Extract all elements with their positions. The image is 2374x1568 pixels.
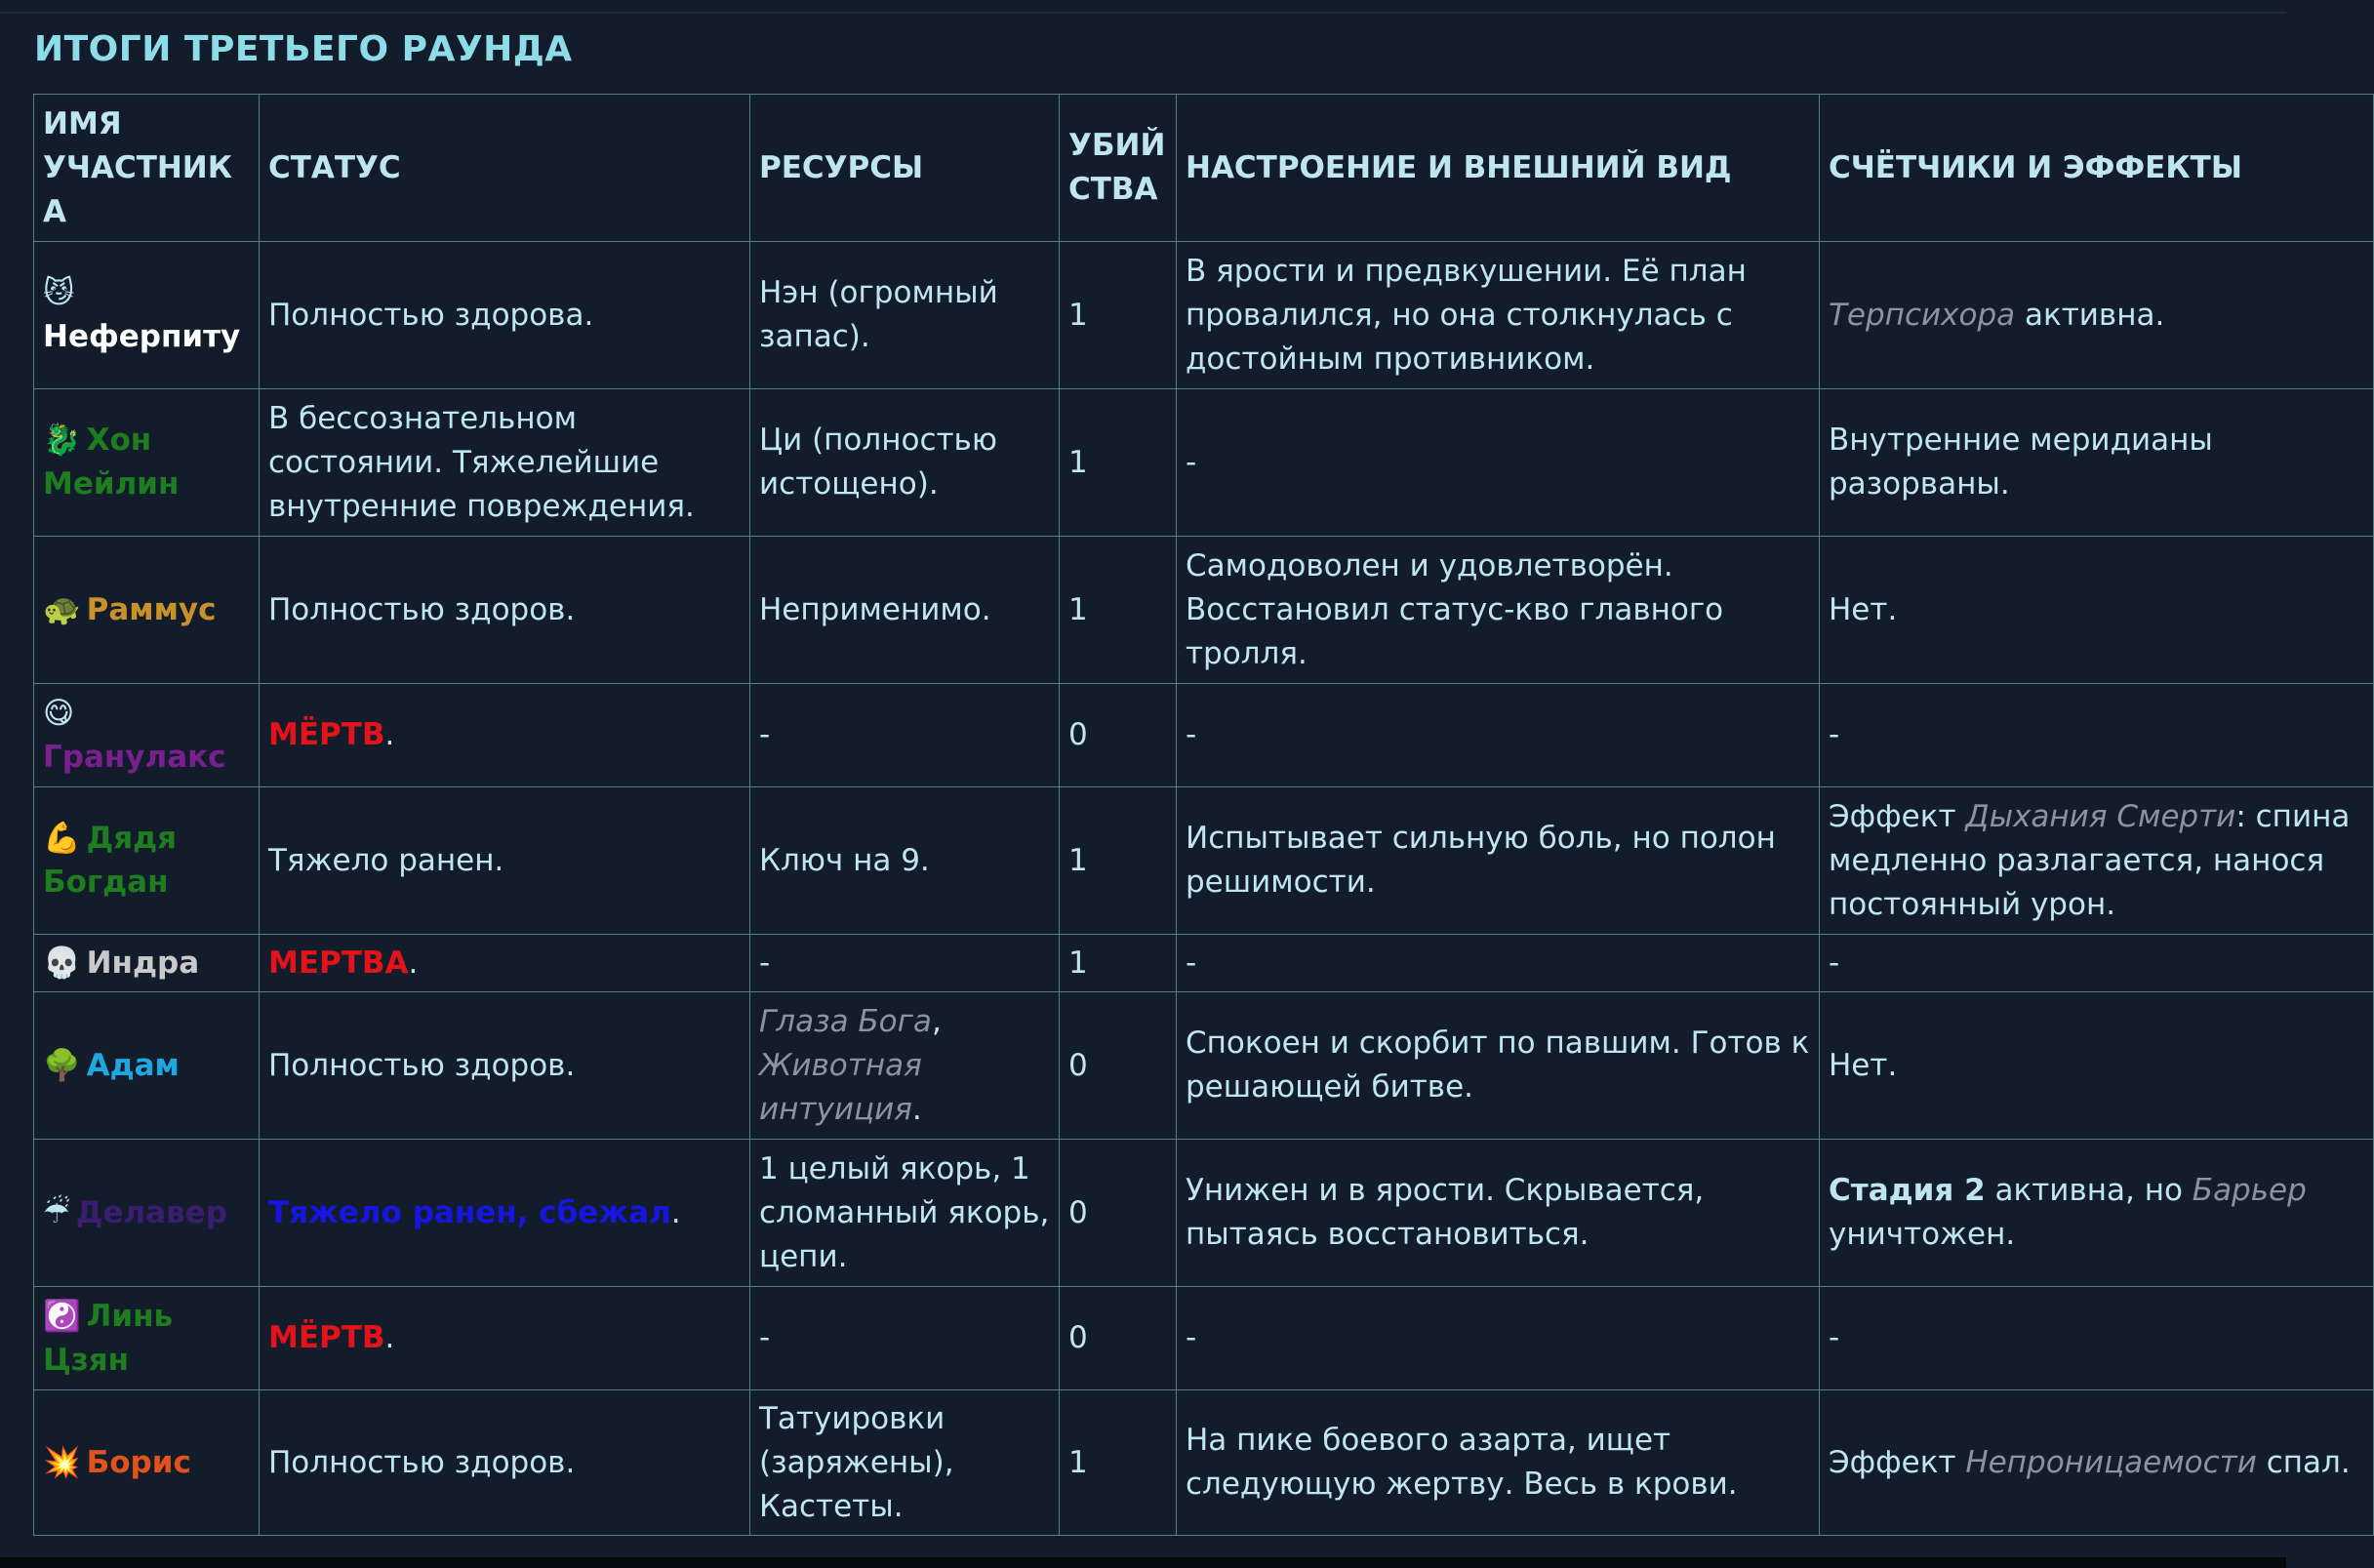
effect-text: Эффект [1829, 1444, 1966, 1480]
resources-cell: Нэн (огромный запас). [750, 242, 1060, 389]
column-header-resources: РЕСУРСЫ [750, 95, 1060, 242]
round-results-table [33, 94, 2374, 1536]
participant-name: Дядя Богдан [43, 821, 178, 900]
dead-status: МЁРТВ [268, 717, 385, 752]
resources-cell: - [750, 1287, 1060, 1390]
effects-cell [1820, 787, 2374, 935]
participant-cell [34, 992, 260, 1140]
effects-cell: - [1820, 1287, 2374, 1390]
participant-name: Делавер [75, 1194, 227, 1230]
status-punctuation: . [670, 1194, 681, 1230]
skull-icon: 💀 [43, 945, 81, 981]
kills-cell: 1 [1060, 389, 1177, 537]
status-cell [260, 1287, 750, 1390]
kills-cell: 1 [1060, 242, 1177, 389]
table-row [34, 242, 2374, 389]
effects-cell: Внутренние меридианы разорваны. [1820, 389, 2374, 537]
participant-name: Гранулакс [43, 739, 226, 775]
table-row [34, 787, 2374, 935]
umbrella-icon: ☔ [43, 1194, 70, 1230]
participant-cell [34, 1287, 260, 1390]
effects-cell: Нет. [1820, 537, 2374, 684]
bottom-edge [0, 1557, 2286, 1568]
effect-text: Эффект [1829, 798, 1966, 834]
mood-cell: - [1177, 935, 1820, 992]
effects-cell [1820, 242, 2374, 389]
status-cell [260, 935, 750, 992]
resources-cell: Ци (полностью истощено). [750, 389, 1060, 537]
effect-stage: Стадия 2 [1829, 1173, 1986, 1208]
mood-cell: Спокоен и скорбит по павшим. Готов к решающей битве. [1177, 992, 1820, 1140]
kills-cell: 0 [1060, 684, 1177, 787]
dragon-icon: 🐉 [43, 422, 81, 458]
header-row [34, 95, 2374, 242]
participant-cell [34, 1390, 260, 1536]
effect-term: Непроницаемости [1965, 1444, 2257, 1480]
muscle-icon: 💪 [43, 821, 81, 856]
resource-punctuation: . [911, 1091, 922, 1127]
status-cell [260, 1140, 750, 1287]
status-cell: Полностью здоров. [260, 1390, 750, 1536]
dead-status: МЕРТВА [268, 945, 409, 981]
effects-cell: - [1820, 684, 2374, 787]
table-row [34, 537, 2374, 684]
participant-name: Индра [86, 945, 200, 981]
resource-term: Животная интуиция [759, 1047, 922, 1127]
turtle-icon: 🐢 [43, 591, 81, 627]
status-cell: В бессознательном состоянии. Тяжелейшие внутренние повреждения. [260, 389, 750, 537]
mood-cell: - [1177, 684, 1820, 787]
resources-cell: Неприменимо. [750, 537, 1060, 684]
table-row [34, 389, 2374, 537]
column-header-kills: УБИЙСТВА [1060, 95, 1177, 242]
yum-face-icon: 😋 [43, 695, 75, 731]
resources-cell: Татуировки (заряжены), Кастеты. [750, 1390, 1060, 1536]
participant-name: Неферпиту [43, 319, 241, 354]
participant-name: Адам [86, 1047, 180, 1083]
resource-term: Глаза Бога [759, 1003, 932, 1039]
top-divider [0, 12, 2286, 14]
mood-cell: Испытывает сильную боль, но полон решимости. [1177, 787, 1820, 935]
participant-name: Борис [86, 1444, 191, 1480]
cat-icon: 😼 [43, 275, 75, 310]
status-punctuation: . [384, 1320, 395, 1355]
table-row [34, 1140, 2374, 1287]
status-punctuation: . [408, 945, 419, 981]
dead-status: МЁРТВ [268, 1320, 385, 1355]
effects-cell [1820, 1140, 2374, 1287]
kills-cell: 0 [1060, 1287, 1177, 1390]
yin-yang-icon: ☯️ [43, 1298, 81, 1334]
status-cell: Тяжело ранен. [260, 787, 750, 935]
effect-term: Дыхания Смерти [1965, 798, 2236, 834]
page-title: ИТОГИ ТРЕТЬЕГО РАУНДА [34, 29, 573, 69]
fled-status: Тяжело ранен, сбежал [268, 1194, 671, 1230]
participant-cell [34, 389, 260, 537]
participant-cell [34, 1140, 260, 1287]
column-header-effects: СЧЁТЧИКИ И ЭФФЕКТЫ [1820, 95, 2374, 242]
status-cell: Полностью здоров. [260, 537, 750, 684]
participant-name: Раммус [86, 591, 217, 627]
effect-text: уничтожен. [1829, 1217, 2016, 1252]
resources-cell: - [750, 935, 1060, 992]
table-row [34, 935, 2374, 992]
resources-cell: Ключ на 9. [750, 787, 1060, 935]
table-row [34, 684, 2374, 787]
status-cell [260, 684, 750, 787]
collision-icon: 💥 [43, 1444, 81, 1480]
kills-cell: 0 [1060, 992, 1177, 1140]
mood-cell: Самодоволен и удовлетворён. Восстановил статус-кво главного тролля. [1177, 537, 1820, 684]
mood-cell: - [1177, 389, 1820, 537]
kills-cell: 1 [1060, 787, 1177, 935]
effect-text: : спина медленно разлагается, нанося постоянный урон. [1829, 798, 2351, 922]
effects-cell: Нет. [1820, 992, 2374, 1140]
resources-cell [750, 992, 1060, 1140]
effect-text: спал. [2256, 1444, 2351, 1480]
resources-cell: 1 целый якорь, 1 сломанный якорь, цепи. [750, 1140, 1060, 1287]
participant-name: Линь Цзян [43, 1298, 174, 1378]
participant-cell [34, 787, 260, 935]
effects-cell: - [1820, 935, 2374, 992]
kills-cell: 0 [1060, 1140, 1177, 1287]
tree-icon: 🌳 [43, 1047, 81, 1083]
mood-cell: Унижен и в ярости. Скрывается, пытаясь восстановиться. [1177, 1140, 1820, 1287]
column-header-status: СТАТУС [260, 95, 750, 242]
table-row [34, 992, 2374, 1140]
effect-text: активна. [2015, 297, 2165, 333]
table-row [34, 1390, 2374, 1536]
table-row [34, 1287, 2374, 1390]
column-header-name: ИМЯ УЧАСТНИКА [34, 95, 260, 242]
resource-separator: , [931, 1003, 942, 1039]
participant-cell [34, 684, 260, 787]
kills-cell: 1 [1060, 1390, 1177, 1536]
effect-text: активна, но [1985, 1173, 2193, 1208]
participant-name: Хон Мейлин [43, 422, 180, 502]
column-header-mood: НАСТРОЕНИЕ И ВНЕШНИЙ ВИД [1177, 95, 1820, 242]
mood-cell: - [1177, 1287, 1820, 1390]
effects-cell [1820, 1390, 2374, 1536]
participant-cell [34, 242, 260, 389]
effect-term: Терпсихора [1829, 297, 2016, 333]
participant-cell [34, 537, 260, 684]
effect-term: Барьер [2192, 1173, 2307, 1208]
status-punctuation: . [384, 717, 395, 752]
kills-cell: 1 [1060, 537, 1177, 684]
mood-cell: В ярости и предвкушении. Её план провалился, но она столкнулась с достойным противником. [1177, 242, 1820, 389]
kills-cell: 1 [1060, 935, 1177, 992]
resources-cell: - [750, 684, 1060, 787]
status-cell: Полностью здорова. [260, 242, 750, 389]
participant-cell [34, 935, 260, 992]
mood-cell: На пике боевого азарта, ищет следующую жертву. Весь в крови. [1177, 1390, 1820, 1536]
status-cell: Полностью здоров. [260, 992, 750, 1140]
